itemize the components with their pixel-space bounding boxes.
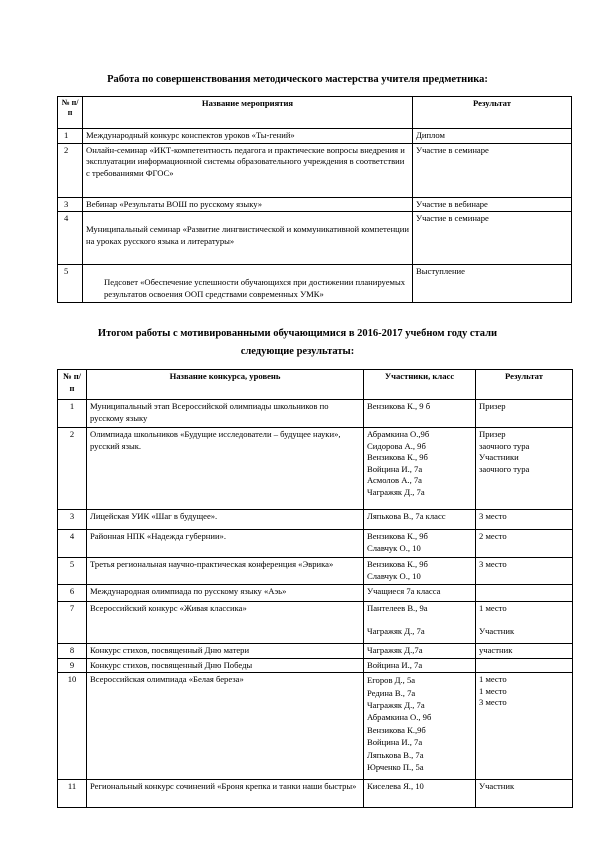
- methodology-table: [57, 96, 572, 303]
- row-number: 5: [58, 265, 83, 303]
- competition-name: Всероссийская олимпиада «Белая береза»: [87, 673, 364, 780]
- table-header-row: [58, 370, 573, 400]
- section1-heading: Работа по совершенствования методического мастерства учителя предметника:: [107, 74, 488, 85]
- competition-result: участник: [476, 644, 573, 659]
- event-result: Участие в семинаре: [413, 212, 572, 265]
- table-header-row: [58, 97, 572, 129]
- event-result: Выступление: [413, 265, 572, 303]
- event-result: Диплом: [413, 129, 572, 144]
- table-row: [58, 558, 573, 585]
- row-number: 11: [58, 780, 87, 808]
- row-number: 5: [58, 558, 87, 585]
- row-number: 6: [58, 585, 87, 602]
- competition-result: 1 место 1 место 3 место: [476, 673, 573, 780]
- competition-name: Районная НПК «Надежда губернии».: [87, 530, 364, 558]
- participants: Абрамкина О.,9б Сидорова А., 9б Вензикова К., 9б Войцина И., 7а Асмолов А., 7а Чагражяк Д., 7а: [364, 428, 476, 510]
- competitions-table: [57, 369, 573, 808]
- event-result: Участие в вебинаре: [413, 197, 572, 212]
- section2-heading-line1: Итогом работы с мотивированными обучающимися в 2016-2017 учебном году стали: [97, 328, 498, 339]
- event-name-text: Муниципальный семинар «Развитие лингвистической и коммуникативной компетенции на уроках русского языка и литературы»: [86, 224, 409, 246]
- event-name: Онлайн-семинар «ИКТ-компетентность педагога и практические вопросы внедрения и эксплуатации информационной системы образовательного учреждения в соответствии с требованиями ФГОС»: [83, 143, 413, 197]
- column-header-result: Результат: [413, 97, 572, 129]
- competition-result: [476, 585, 573, 602]
- table-row: [58, 585, 573, 602]
- participants: Учащиеся 7а класса: [364, 585, 476, 602]
- competition-result: [476, 658, 573, 673]
- event-name: Международный конкурс конспектов уроков «Ты-гений»: [83, 129, 413, 144]
- row-number: 8: [58, 644, 87, 659]
- row-number: 1: [58, 400, 87, 428]
- column-header-number: № п/п: [58, 370, 87, 400]
- row-number: 4: [58, 212, 83, 265]
- competition-result: Призер: [476, 400, 573, 428]
- table-row: [58, 510, 573, 530]
- event-name: Вебинар «Результаты ВОШ по русскому языку»: [83, 197, 413, 212]
- table-row: [58, 143, 572, 197]
- section2-heading-line2: следующие результаты:: [240, 346, 355, 357]
- competition-result: Призер заочного тура Участники заочного тура: [476, 428, 573, 510]
- table-row: [58, 129, 572, 144]
- column-header-competition: Название конкурса, уровень: [87, 370, 364, 400]
- event-name: [83, 212, 413, 265]
- column-header-number: № п/п: [58, 97, 83, 129]
- row-number: 2: [58, 143, 83, 197]
- participants: Егоров Д., 5а Редина В., 7а Чагражяк Д., 7а Абрамкина О., 9б Вензикова К.,9б Войцина И., 7а Ляпькова В., 7а Юрченко П., 5а: [364, 673, 476, 780]
- participants: Вензикова К., 9б Славчук О., 10: [364, 530, 476, 558]
- competition-name: Всероссийский конкурс «Живая классика»: [87, 602, 364, 644]
- table-row: [58, 212, 572, 265]
- event-result: Участие в семинаре: [413, 143, 572, 197]
- row-number: 9: [58, 658, 87, 673]
- table-row: [58, 530, 573, 558]
- row-number: 2: [58, 428, 87, 510]
- participants: Пантелеев В., 9а Чагражяк Д., 7а: [364, 602, 476, 644]
- column-header-event: Название мероприятия: [83, 97, 413, 129]
- table-row: [58, 428, 573, 510]
- table-row: [58, 673, 573, 780]
- table-row: [58, 658, 573, 673]
- participants: Чагражяк Д.,7а: [364, 644, 476, 659]
- row-number: 4: [58, 530, 87, 558]
- event-name-text: Педсовет «Обеспечение успешности обучающихся при достижении планируемых результатов освоения ООП средствами современных УМК»: [104, 277, 406, 299]
- row-number: 3: [58, 197, 83, 212]
- competition-name: Третья региональная научно-практическая конференция «Эврика»: [87, 558, 364, 585]
- competition-name: Региональный конкурс сочинений «Броня крепка и танки наши быстры»: [87, 780, 364, 808]
- competition-result: Участник: [476, 780, 573, 808]
- competition-result: 3 место: [476, 558, 573, 585]
- table-row: [58, 400, 573, 428]
- competition-result: 3 место: [476, 510, 573, 530]
- competition-result: 2 место: [476, 530, 573, 558]
- table-row: [58, 265, 572, 303]
- column-header-result: Результат: [476, 370, 573, 400]
- table-row: [58, 780, 573, 808]
- participants: Ляпькова В., 7а класс: [364, 510, 476, 530]
- competition-name: Олимпиада школьников «Будущие исследователи – будущее науки», русский язык.: [87, 428, 364, 510]
- participants: Вензикова К., 9б Славчук О., 10: [364, 558, 476, 585]
- event-name: [83, 265, 413, 303]
- table-row: [58, 644, 573, 659]
- row-number: 10: [58, 673, 87, 780]
- table-row: [58, 197, 572, 212]
- competition-name: Конкурс стихов, посвященный Дню Победы: [87, 658, 364, 673]
- table-row: [58, 602, 573, 644]
- row-number: 3: [58, 510, 87, 530]
- column-header-participants: Участники, класс: [364, 370, 476, 400]
- participants: Войцина И., 7а: [364, 658, 476, 673]
- competition-name: Лицейская УИК «Шаг в будущее».: [87, 510, 364, 530]
- participants: Киселева Я., 10: [364, 780, 476, 808]
- row-number: 1: [58, 129, 83, 144]
- competition-name: Международная олимпиада по русскому языку «Аэь»: [87, 585, 364, 602]
- competition-result: 1 место Участник: [476, 602, 573, 644]
- competition-name: Муниципальный этап Всероссийской олимпиады школьников по русскому языку: [87, 400, 364, 428]
- competition-name: Конкурс стихов, посвященный Дню матери: [87, 644, 364, 659]
- row-number: 7: [58, 602, 87, 644]
- participants: Вензикова К., 9 б: [364, 400, 476, 428]
